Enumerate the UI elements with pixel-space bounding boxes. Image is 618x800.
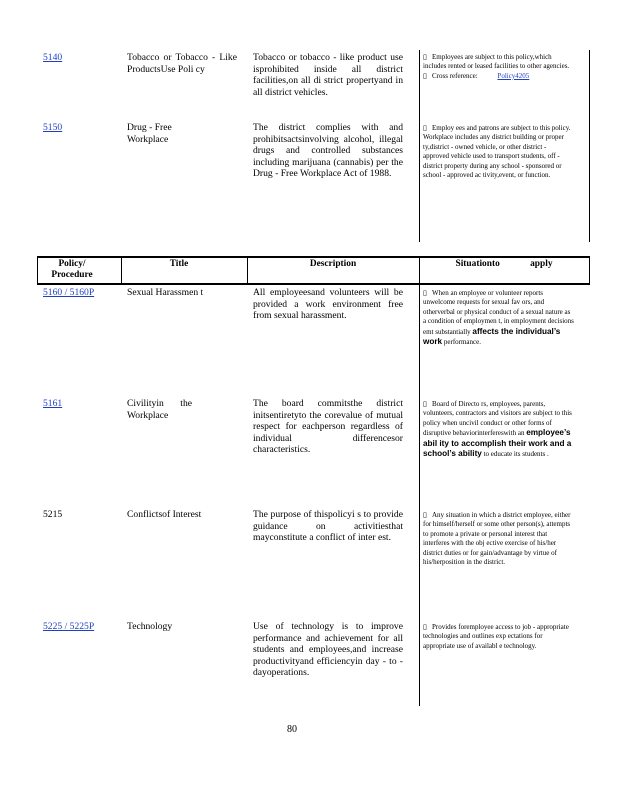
top-situation-left-border [419, 50, 420, 242]
header-policy: Policy/ Procedure [51, 259, 93, 280]
policy-code: 5215 [43, 509, 63, 520]
page-number: 80 [287, 724, 297, 735]
policy-situation: ▯ Any situation in which a district employee, either for himself/herself or some other person(s), attempts to promote a private or personal interest that interferes with the obj ective exercise of his/her district duties or for gain/advantage by virtue of his/herposition in the district. [423, 511, 571, 567]
header-bottom-border [37, 283, 590, 285]
policy-situation: ▯ When an employee or volunteer reports unwelcome requests for sexual fav ors, and otherverbal or physical conduct of a sexual nature as a condition of employmen t, in employment decisions emt substantially affects the individual’s work performance. [423, 289, 574, 347]
bullet-icon: ▯ [423, 53, 427, 61]
policy-description: Use of technology is to improve performance and achievement for all students and employees,and increase productivityand efficiencyin day - to - dayoperations. [253, 621, 403, 679]
policy-description: All employeesand volunteers will be provided a work environment free from sexual harassment. [253, 287, 403, 322]
bullet-icon: ▯ [423, 400, 427, 408]
cross-reference-link[interactable]: Policy4205 [497, 71, 530, 80]
policy-situation: ▯ Board of Directo rs, employees, parents, volunteers, contractors and visitors are subject to this policy when uncivil conduct or other forms of disruptive behaviorinterfereswith an employee’s abil ity to accomplish their work and a school’s ability to educate its students . [423, 400, 572, 459]
col-divider-1 [121, 256, 122, 285]
header-situation: Situationto apply [455, 259, 553, 269]
policy-title: Conflictsof Interest [127, 509, 202, 520]
policy-title: Sexual Harassmen t [127, 287, 204, 298]
bullet-icon: ▯ [423, 511, 427, 519]
table-right-border [589, 256, 590, 285]
policy-title: Civilityin the Workplace [127, 398, 192, 421]
top-situation-right-border [589, 50, 590, 242]
situation-item: ▯ Employees are subject to this policy,which includes rented or leased facilities to other agencies. [423, 53, 570, 71]
policy-title: Tobacco or Tobacco - Like ProductsUse Poli cy [127, 52, 237, 75]
policy-code-link[interactable]: 5225 / 5225P [43, 621, 95, 632]
bullet-icon: ▯ [423, 623, 427, 631]
policy-situation [423, 124, 573, 180]
policy-situation [423, 53, 573, 81]
situation-emphasis: employee’s abil ity to accomplish their work and a school’s ability [423, 428, 572, 459]
policy-situation: ▯ Provides foremployee access to job - appropriate technologies and outlines exp ectations for appropriate use of availabl e technology. [423, 623, 569, 650]
bullet-icon: ▯ [423, 124, 427, 132]
policy-code-link[interactable]: 5160 / 5160P [43, 287, 95, 298]
situation-emphasis: affects the individual’s work [423, 326, 561, 347]
table-top-border [37, 256, 590, 258]
col-divider-3 [419, 256, 420, 706]
bullet-icon: ▯ [423, 289, 427, 297]
policy-code-link[interactable]: 5140 [43, 52, 63, 63]
policy-title: Technology [127, 621, 173, 632]
situation-item: ▯ Cross reference: Policy4205 [423, 71, 530, 80]
col-divider-2 [247, 256, 248, 285]
policy-description: The board commitsthe district initsentiretyto the corevalue of mutual respect for eachperson regardless of individual differencesor characteristics. [253, 398, 403, 456]
policy-code-link[interactable]: 5150 [43, 122, 63, 133]
table-left-border [37, 256, 38, 285]
header-title: Title [169, 259, 189, 269]
policy-code-link[interactable]: 5161 [43, 398, 63, 409]
policy-description: The district complies with and prohibitsactsinvolving alcohol, illegal drugs and controlled substances including marijuana (cannabis) per the Drug - Free Workplace Act of 1988. [253, 122, 403, 180]
policy-description: Tobacco or tobacco - like product use isprohibited inside all district facilities,on all di strict propertyand in all district vehicles. [253, 52, 403, 98]
bullet-icon: ▯ [423, 71, 427, 80]
policy-title: Drug - Free Workplace [127, 122, 172, 145]
policy-description: The purpose of thispolicyi s to provide guidance on activitiesthat mayconstitute a conflict of inter est. [253, 509, 403, 544]
situation-item: ▯ Employ ees and patrons are subject to this policy. Workplace includes any district building or proper ty,district - owned vehicle, or other district - approved vehicle used to transport students, off - district property during any school - sponsored or school - approved ac tivity,event, or function. [423, 124, 571, 180]
header-description: Description [309, 259, 357, 269]
